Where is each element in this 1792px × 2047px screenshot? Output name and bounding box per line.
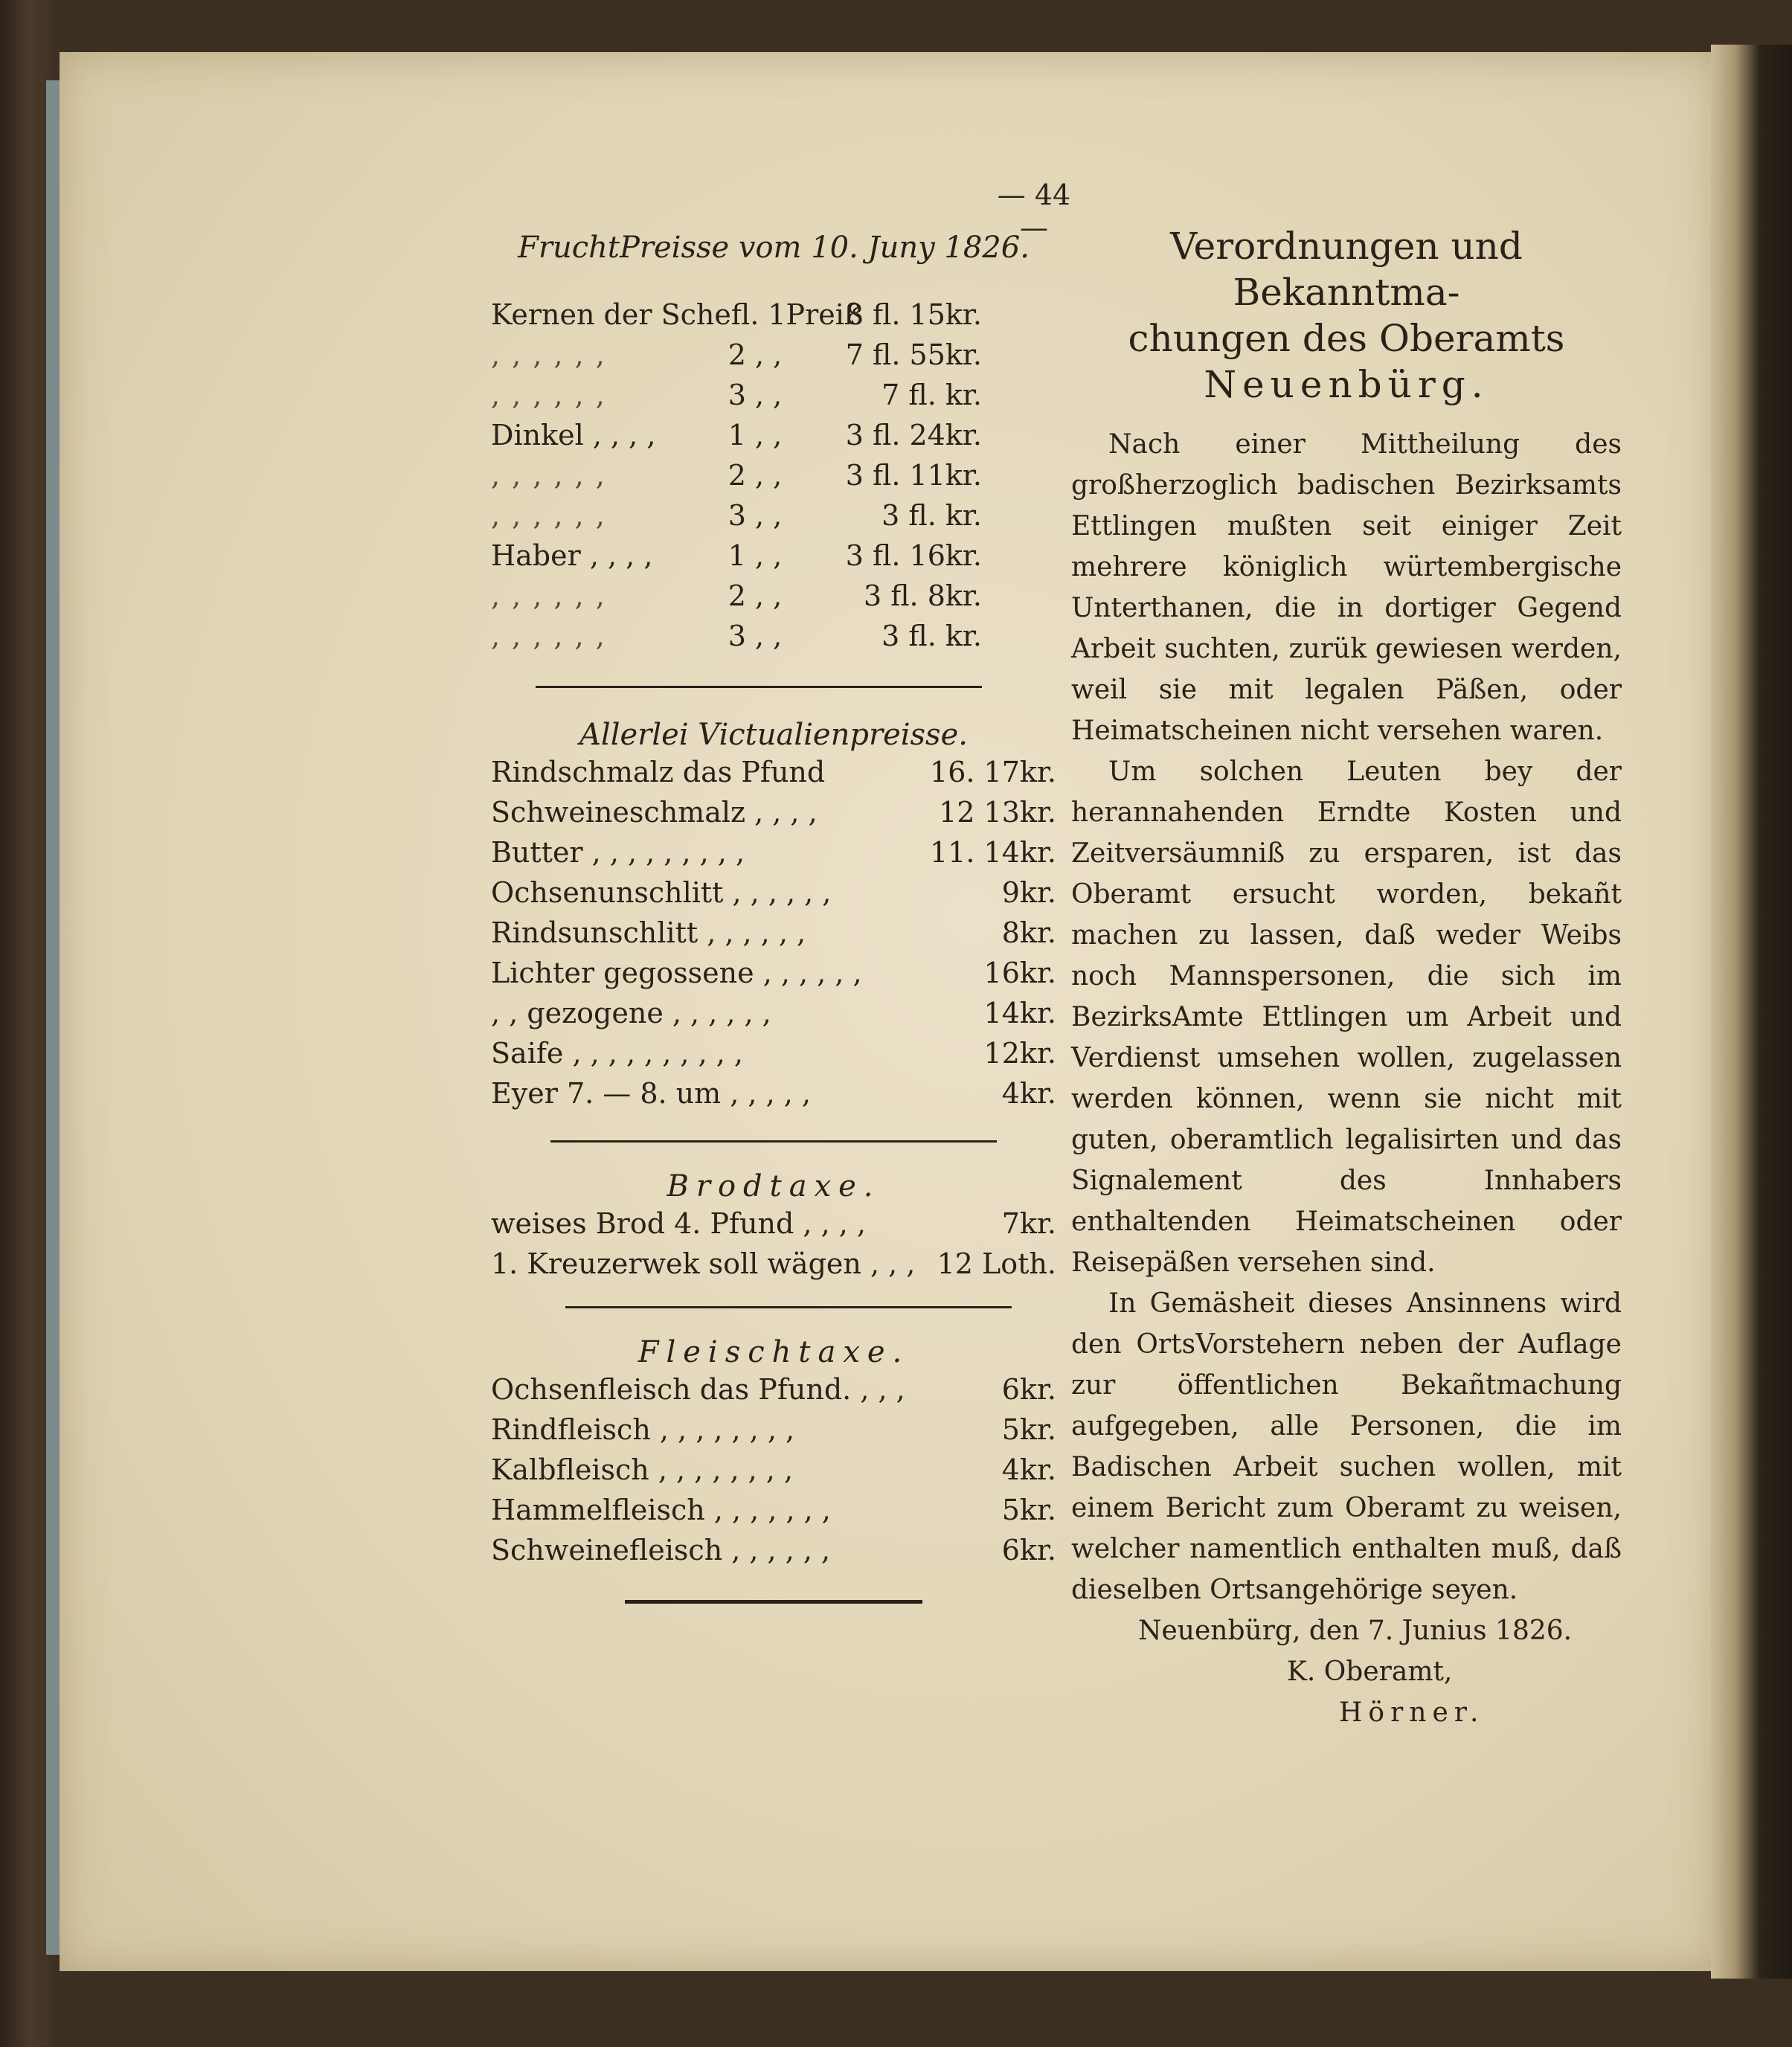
signature: Hörner. <box>1339 1697 1485 1728</box>
grain-prices-heading: FruchtPreisse vom 10. Juny 1826. <box>518 231 1030 265</box>
notice-title-line: Verordnungen und Bekanntma- <box>1170 225 1523 314</box>
table-row: Butter , , , , , , , , , 11. 14kr. <box>491 836 1056 869</box>
grain-price-table <box>491 295 1056 656</box>
table-row: Haber , , , , 1 , , 3 fl. 16kr. <box>491 539 982 572</box>
table-row: , , , , , , 2 , , 7 fl. 55kr. <box>491 338 982 371</box>
table-row: , , gezogene , , , , , , 14kr. <box>491 997 1056 1029</box>
table-row: , , , , , , 3 , , 7 fl. kr. <box>491 379 982 411</box>
table-row: Kernen der Schefl. 1Preiß 8 fl. 15kr. <box>491 298 982 331</box>
notice-title-line: chungen des Oberamts <box>1128 317 1565 360</box>
divider <box>625 1600 922 1604</box>
notice-body <box>1071 424 1622 1610</box>
bread-price-table <box>491 1204 1056 1284</box>
meat-heading: Fleischtaxe. <box>638 1335 910 1369</box>
notice-paragraph: Nach einer Mittheilung des großherzoglich badischen Bezirksamts Ettlingen mußten seit einiger Zeit mehrere königlich würtembergische Unterthanen, die in dortiger Gegend Arbeit suchten, zurük gewiesen werden, weil sie mit legalen Päßen, oder Heimatscheinen nicht versehen waren. <box>1071 429 1622 746</box>
table-row: Hammelfleisch , , , , , , , 5kr. <box>491 1494 1056 1526</box>
notice-column <box>1071 223 1622 1733</box>
notice-paragraph: Um solchen Leuten bey der herannahenden Erndte Kosten und Zeitversäumniß zu ersparen, ist das Oberamt ersucht worden, bekañt machen zu lassen, daß weder Weibs noch Mannspersonen, die sich im BezirksAmte Ettlingen um Arbeit und Verdienst umsehen wollen, zugelassen werden können, wenn sie nicht mit guten, oberamtlich legalisirten und das Signalement des Innhabers enthaltenden Heimatscheinen oder Reisepäßen versehen sind. <box>1071 756 1622 1278</box>
table-row: Schweinefleisch , , , , , , 6kr. <box>491 1534 1056 1566</box>
table-row: Eyer 7. — 8. um , , , , , 4kr. <box>491 1077 1056 1110</box>
table-row: , , , , , , 3 , , 3 fl. kr. <box>491 499 982 532</box>
notice-title-line: Neuenbürg. <box>1204 363 1489 406</box>
page-number: — 44 — <box>997 179 1071 244</box>
table-row: , , , , , , 2 , , 3 fl. 11kr. <box>491 459 982 492</box>
table-row: , , , , , , 2 , , 3 fl. 8kr. <box>491 579 982 612</box>
table-row: Lichter gegossene , , , , , , 16kr. <box>491 957 1056 989</box>
place-date: Neuenbürg, den 7. Junius 1826. <box>1138 1616 1573 1646</box>
table-row: Kalbfleisch , , , , , , , , 4kr. <box>491 1453 1056 1486</box>
table-row: Rindschmalz das Pfund 16. 17kr. <box>491 756 1056 788</box>
victuals-price-table <box>491 752 1056 1114</box>
table-row: Schweineschmalz , , , , 12 13kr. <box>491 796 1056 829</box>
table-row: Rindsunschlitt , , , , , , 8kr. <box>491 916 1056 949</box>
table-row: Rindfleisch , , , , , , , , 5kr. <box>491 1413 1056 1446</box>
victuals-heading: Allerlei Victualienpreisse. <box>579 718 968 752</box>
price-column <box>491 231 1056 1604</box>
meat-price-table <box>491 1369 1056 1570</box>
table-row: Ochsenfleisch das Pfund. , , , 6kr. <box>491 1373 1056 1406</box>
table-row: weises Brod 4. Pfund , , , , 7kr. <box>491 1207 1056 1240</box>
table-row: Ochsenunschlitt , , , , , , 9kr. <box>491 876 1056 909</box>
notice-paragraph: In Gemäsheit dieses Ansinnens wird den OrtsVorstehern neben der Auflage zur öffentlichen Bekañtmachung aufgegeben, alle Personen, die im Badischen Arbeit suchen wollen, mit einem Bericht zum Oberamt zu weisen, welcher namentlich enthalten muß, daß dieselben Ortsangehörige seyen. <box>1071 1288 1622 1605</box>
table-row: Saife , , , , , , , , , , 12kr. <box>491 1037 1056 1070</box>
bread-heading: Brodtaxe. <box>667 1169 881 1204</box>
book-gutter <box>1711 45 1792 1979</box>
issuing-office: K. Oberamt, <box>1287 1656 1453 1687</box>
table-row: 1. Kreuzerwek soll wägen , , , 12 Loth. <box>491 1247 1056 1280</box>
table-row: Dinkel , , , , 1 , , 3 fl. 24kr. <box>491 419 982 452</box>
table-row: , , , , , , 3 , , 3 fl. kr. <box>491 620 982 652</box>
